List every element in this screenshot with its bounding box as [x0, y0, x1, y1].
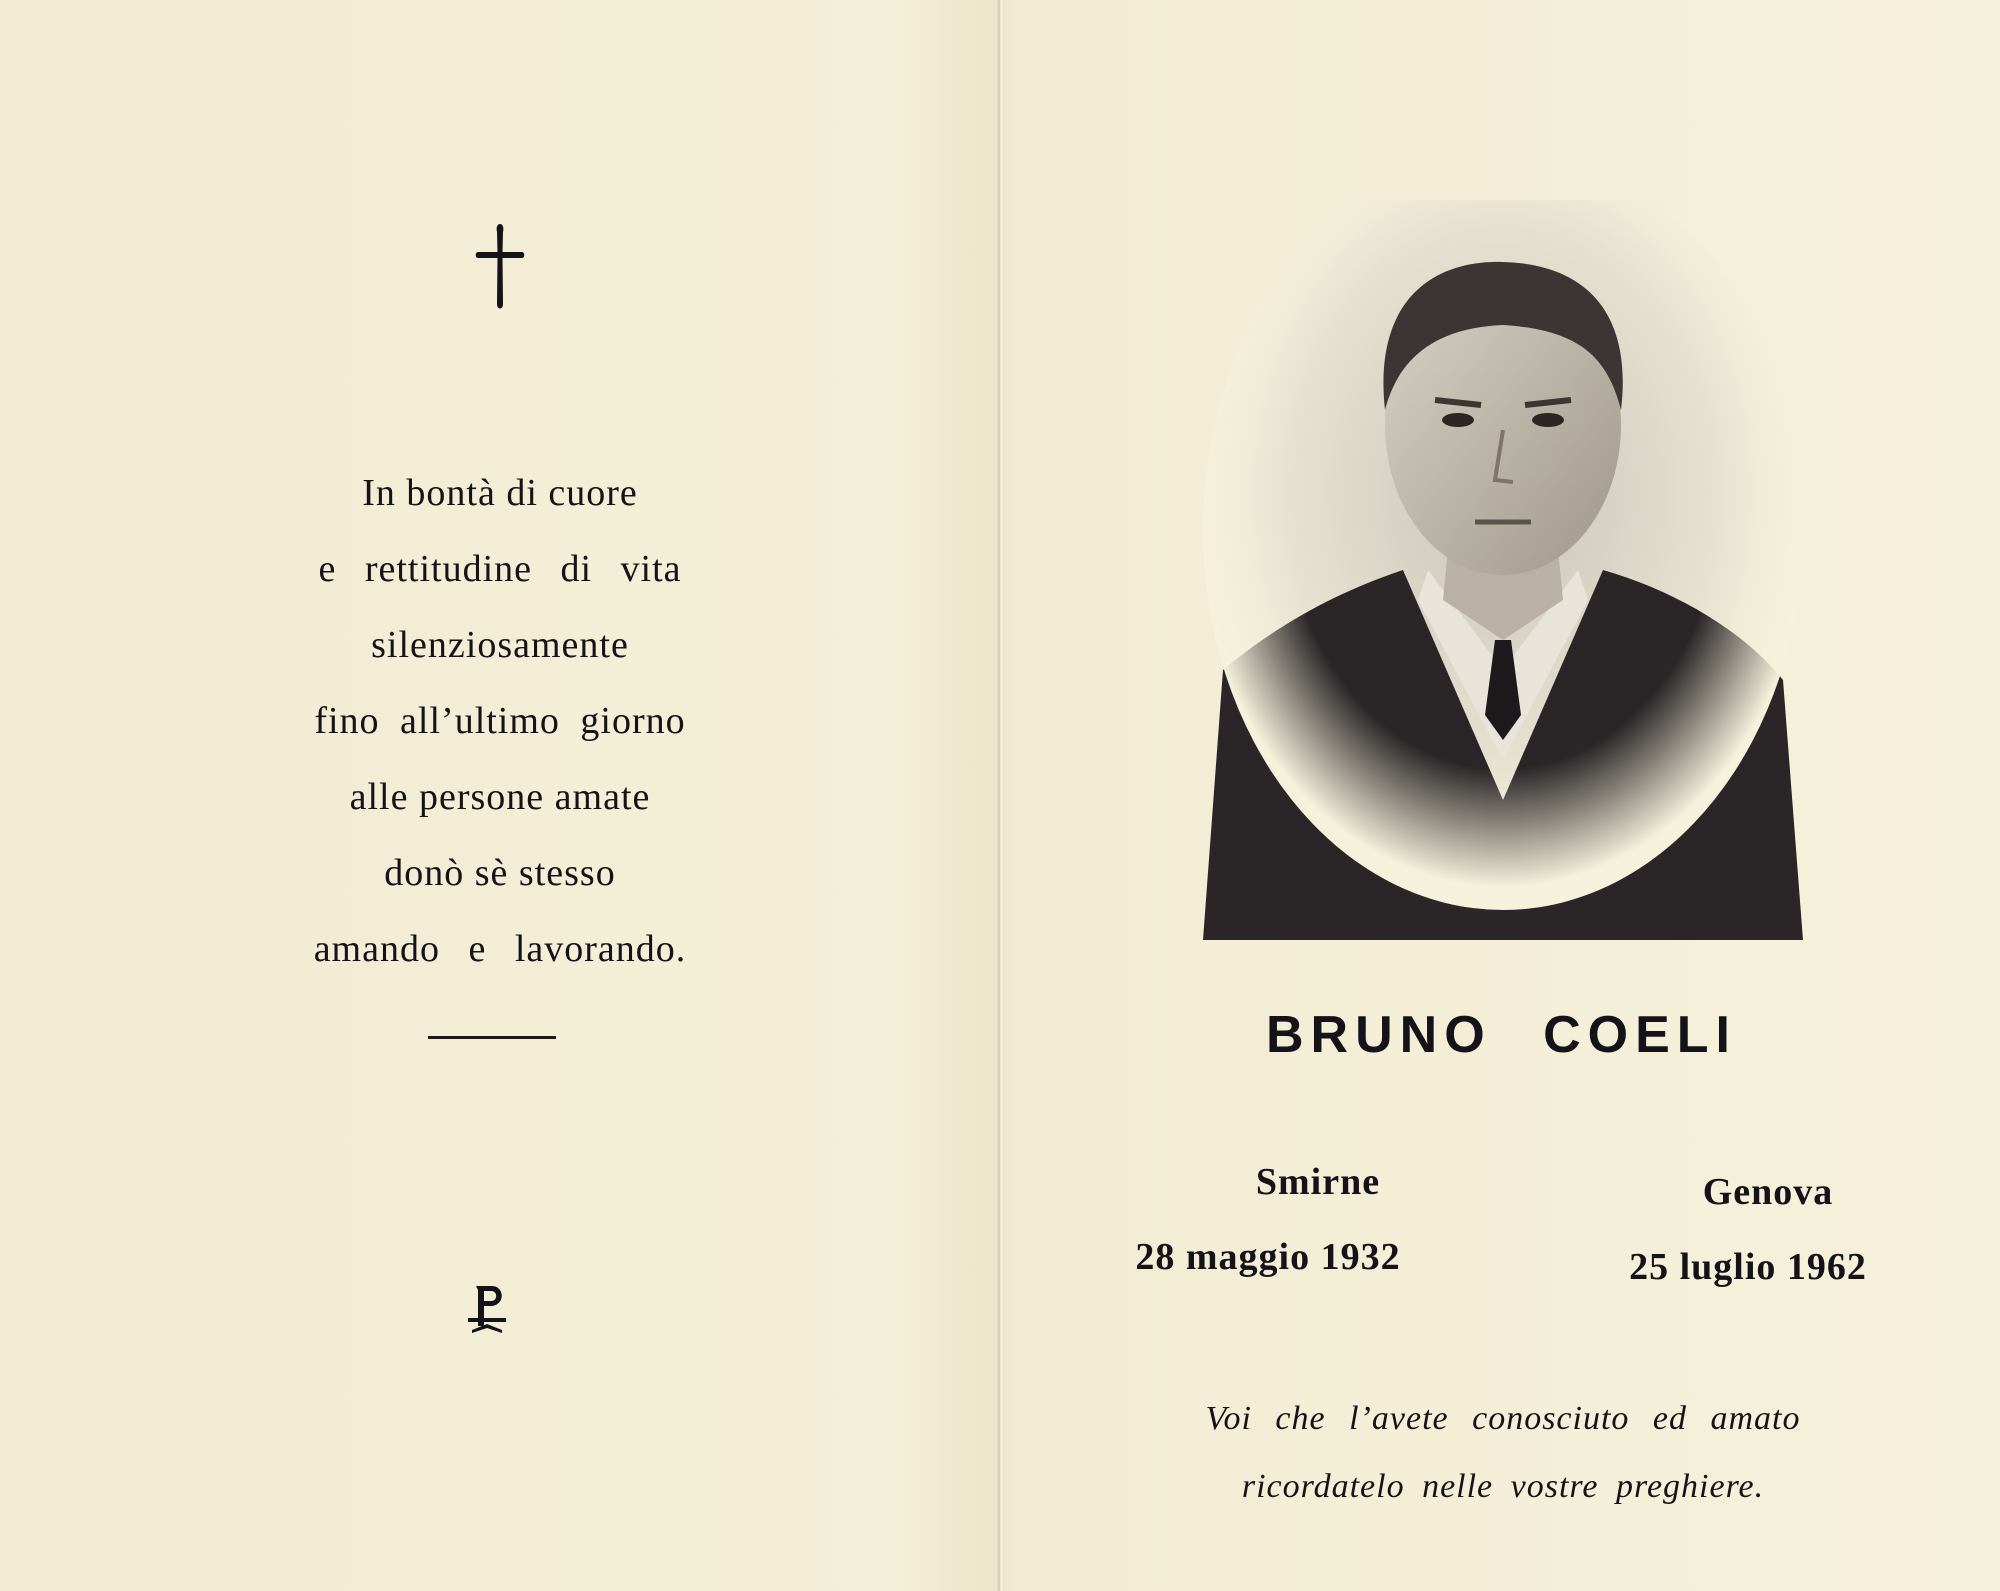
poem-line: alle persone amate — [349, 776, 651, 818]
deceased-name: BRUNO COELI — [1266, 1006, 1737, 1064]
birth-place: Smirne — [1255, 1161, 1381, 1203]
poem-line: donò sè stesso — [384, 852, 616, 894]
left-panel — [0, 0, 997, 1591]
poem — [200, 455, 800, 987]
poem-line: In bontà di cuore — [362, 472, 638, 514]
portrait-photo — [1203, 200, 1803, 940]
death-date: 25 luglio 1962 — [1629, 1246, 1867, 1288]
poem-line: fino all’ultimo giorno — [314, 700, 686, 742]
prayer-text — [1103, 1385, 1903, 1521]
birth-date: 28 maggio 1932 — [1135, 1236, 1401, 1278]
cross-icon — [470, 222, 530, 312]
poem-line: e rettitudine di vita — [318, 548, 682, 590]
right-panel — [1003, 0, 2000, 1591]
poem-line: amando e lavorando. — [313, 928, 687, 970]
poem-line: silenziosamente — [371, 624, 629, 666]
prayer-line: ricordatelo nelle vostre preghiere. — [1241, 1468, 1765, 1505]
death-place: Genova — [1702, 1171, 1834, 1213]
monogram-icon — [462, 1282, 512, 1342]
divider-rule — [428, 1036, 556, 1039]
prayer-line: Voi che l’avete conosciuto ed amato — [1205, 1400, 1801, 1437]
